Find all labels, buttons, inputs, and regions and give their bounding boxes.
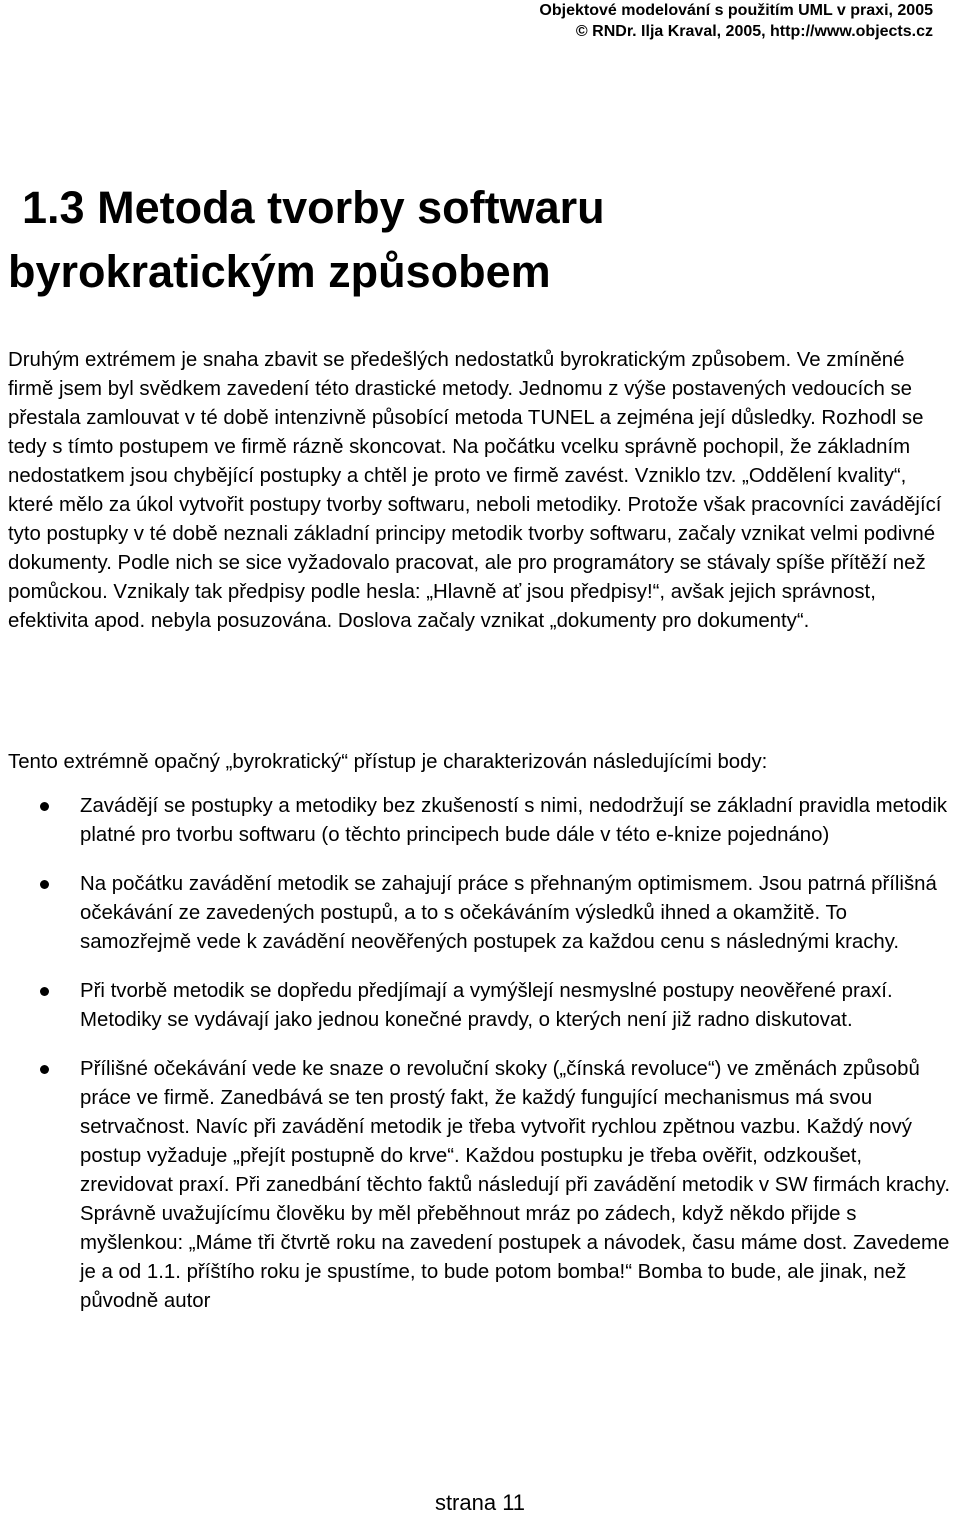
bullet-icon (40, 880, 49, 889)
list-item (0, 977, 952, 1035)
section-title-line2: byrokratickým způsobem (8, 246, 551, 297)
section-number: 1.3 (22, 182, 85, 233)
header-title: Objektové modelování s použitím UML v praxi, 2005 (539, 2, 933, 19)
body-paragraph-list-lead: Tento extrémně opačný „byrokratický“ přístup je charakterizován následujícími body: (8, 751, 768, 773)
page-header (539, 0, 933, 42)
bullet-list (0, 792, 960, 1336)
header-copyright: © RNDr. Ilja Kraval, 2005, http://www.objects.cz (575, 23, 933, 40)
section-title-line1: Metoda tvorby softwaru (97, 182, 605, 233)
section-heading (8, 176, 948, 304)
bullet-icon (40, 1065, 49, 1074)
list-item-text: Na počátku zavádění metodik se zahajují práce s přehnaným optimismem. Jsou patrná přílišná očekávání ze zavedených postupů, a to s očekáváním výsledků ihned a okamžitě. To samozřejmě vede k zavádění neověřených postupek za každou cenu s následnými krachy. (80, 873, 937, 953)
list-item (0, 870, 952, 957)
list-item-text: Zavádějí se postupky a metodiky bez zkušeností s nimi, nedodržují se základní pravidla metodik platné pro tvorbu softwaru (o těchto principech bude dále v této e-knize pojednáno) (80, 795, 948, 846)
page-number: strana 11 (434, 1490, 526, 1515)
list-item (0, 792, 952, 850)
list-item (0, 1055, 952, 1316)
body-paragraph-intro: Druhým extrémem je snaha zbavit se předešlých nedostatků byrokratickým způsobem. Ve zmíněné firmě jsem byl svědkem zavedení této drastické metody. Jednomu z výše postavených vedoucích se přestala zamlouvat v té době intenzivně působící metoda TUNEL a zejména její důsledky. Rozhodl se tedy s tímto postupem ve firmě rázně skoncovat. Na počátku vcelku správně pochopil, že základním nedostatkem jsou chybějící postupky a chtěl je proto ve firmě zavést. Vzniklo tzv. „Oddělení kvality“, které mělo za úkol vytvořit postupy tvorby softwaru, neboli metodiky. Protože však pracovníci zavádějící tyto postupky v té době neznali základní principy metodik tvorby softwaru, začaly vznikat velmi podivné dokumenty. Podle nich se sice vyžadovalo pracovat, ale pro programátory se stávaly spíše přítěží než pomůckou. Vznikaly tak předpisy podle hesla: „Hlavně ať jsou předpisy!“, avšak jejich správnost, efektivita apod. nebyla posuzována. Doslova začaly vznikat „dokumenty pro dokumenty“. (8, 349, 942, 632)
bullet-icon (40, 802, 49, 811)
bullet-icon (40, 987, 49, 996)
list-item-text: Při tvorbě metodik se dopředu předjímají a vymýšlejí nesmyslné postupy neověřené praxí. Metodiky se vydávají jako jednou konečné pravdy, o kterých není již radno diskutovat. (80, 980, 893, 1031)
list-item-text: Přílišné očekávání vede ke snaze o revoluční skoky („čínská revoluce“) ve změnách způsobů práce ve firmě. Zanedbává se ten prostý fakt, že každý fungující mechanismus má svou setrvačnost. Navíc při zavádění metodik je třeba vytvořit rychlou zpětnou vazbu. Každý nový postup vyžaduje „přejít postupně do krve“. Každou postupku je třeba ověřit, odzkoušet, zrevidovat praxí. Při zanedbání těchto faktů následují při zavádění metodik v SW firmách krachy. Správně uvažujícímu člověku by měl přeběhnout mráz po zádech, když někdo přijde s myšlenkou: „Máme tři čtvrtě roku na zavedení postupek a návodek, času máme dost. Zavedeme je a od 1.1. příštího roku je spustíme, to bude potom bomba!“ Bomba to bude, ale jinak, než původně autor (80, 1058, 951, 1312)
